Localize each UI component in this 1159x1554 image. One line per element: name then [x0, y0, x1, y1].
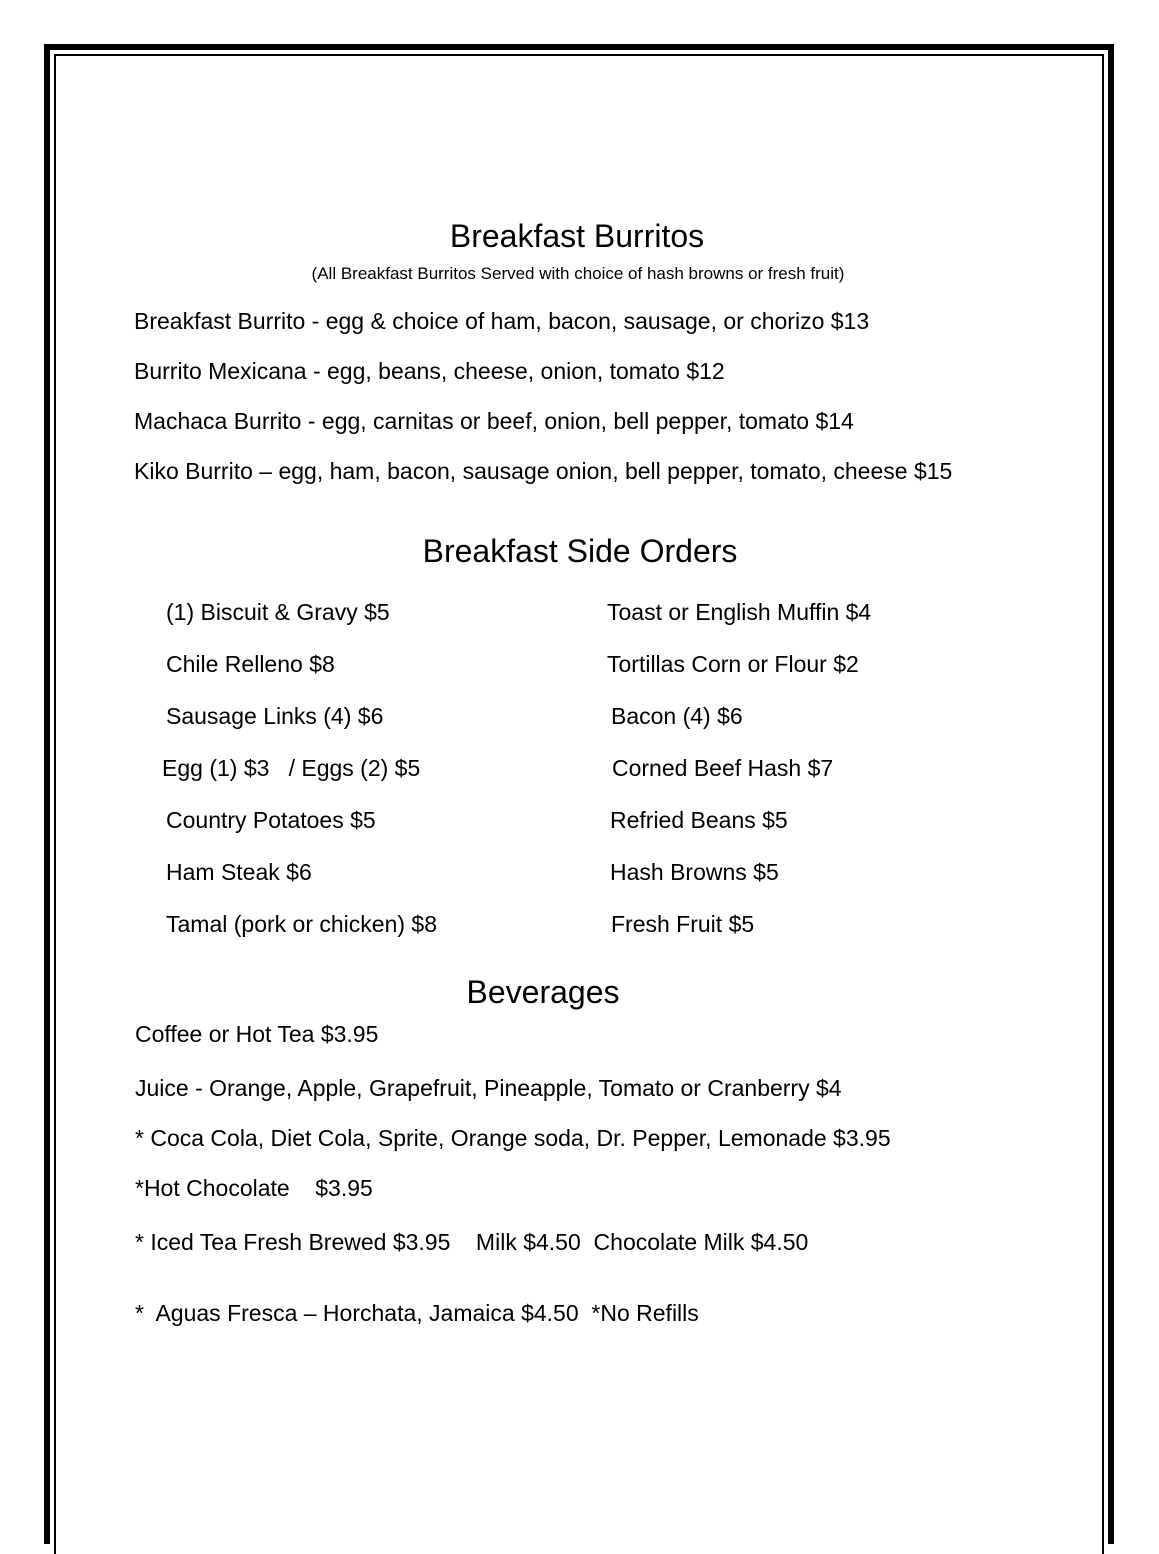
- beverage-item: Coffee or Hot Tea $3.95: [135, 1021, 379, 1047]
- side-item-right: Bacon (4) $6: [611, 703, 743, 729]
- side-item-left: Sausage Links (4) $6: [166, 703, 384, 729]
- beverages-heading: Beverages: [466, 974, 620, 1010]
- side-item-right: Hash Browns $5: [610, 859, 779, 885]
- side-item-right: Fresh Fruit $5: [611, 911, 755, 937]
- burritos-heading: Breakfast Burritos: [449, 218, 705, 254]
- burrito-item: Burrito Mexicana - egg, beans, cheese, onion, tomato $12: [134, 358, 725, 384]
- side-item-left: (1) Biscuit & Gravy $5: [166, 599, 390, 625]
- side-item-left: Tamal (pork or chicken) $8: [166, 911, 437, 937]
- side-item-left: Ham Steak $6: [166, 859, 312, 885]
- burrito-item: Kiko Burrito – egg, ham, bacon, sausage onion, bell pepper, tomato, cheese $15: [134, 458, 953, 484]
- side-item-left: Country Potatoes $5: [166, 807, 376, 833]
- beverage-item: *Hot Chocolate $3.95: [135, 1175, 373, 1201]
- beverage-item: * Iced Tea Fresh Brewed $3.95 Milk $4.50 Chocolate Milk $4.50: [135, 1229, 809, 1255]
- side-item-right: Tortillas Corn or Flour $2: [607, 651, 859, 677]
- side-item-left: Chile Relleno $8: [166, 651, 335, 677]
- burrito-item: Breakfast Burrito - egg & choice of ham, bacon, sausage, or chorizo $13: [134, 308, 870, 334]
- burrito-item: Machaca Burrito - egg, carnitas or beef, onion, bell pepper, tomato $14: [134, 408, 854, 434]
- beverage-item: * Aguas Fresca – Horchata, Jamaica $4.50 *No Refills: [135, 1300, 699, 1326]
- beverage-item: * Coca Cola, Diet Cola, Sprite, Orange soda, Dr. Pepper, Lemonade $3.95: [135, 1125, 891, 1151]
- sides-heading: Breakfast Side Orders: [422, 533, 738, 569]
- burritos-note: (All Breakfast Burritos Served with choice of hash browns or fresh fruit): [311, 264, 845, 283]
- beverage-item: Juice - Orange, Apple, Grapefruit, Pineapple, Tomato or Cranberry $4: [135, 1075, 842, 1101]
- side-item-right: Refried Beans $5: [610, 807, 788, 833]
- side-item-left: Egg (1) $3 / Eggs (2) $5: [162, 755, 421, 781]
- side-item-right: Corned Beef Hash $7: [612, 755, 834, 781]
- side-item-right: Toast or English Muffin $4: [607, 599, 872, 625]
